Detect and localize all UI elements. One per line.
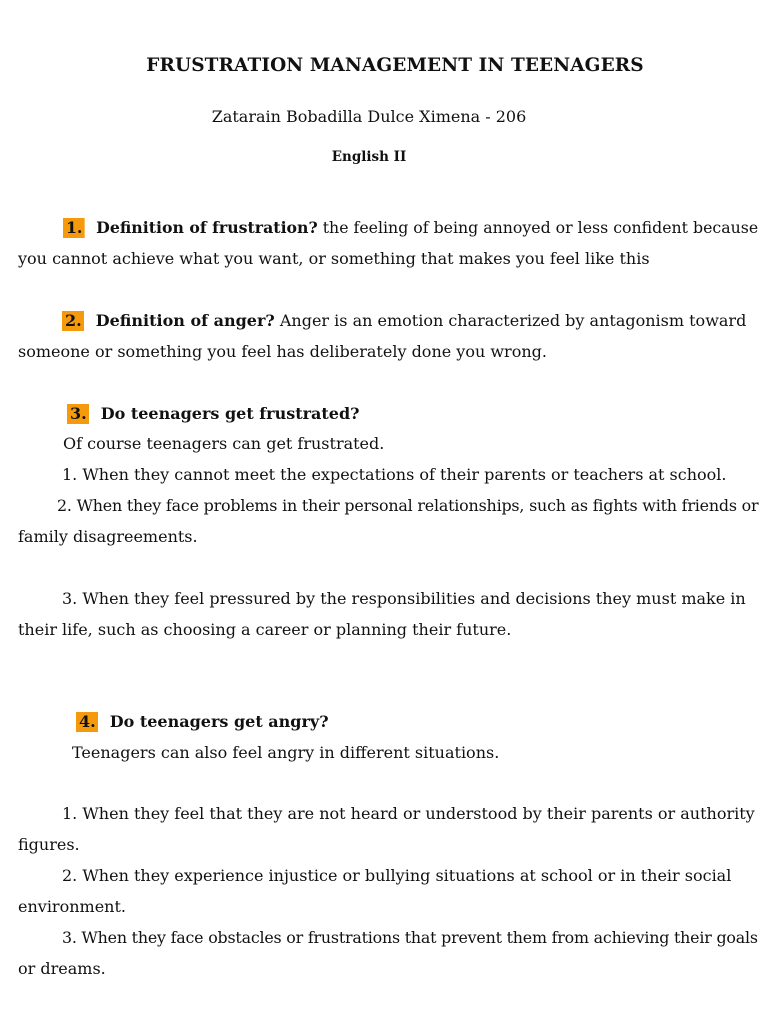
section-1-question: Definition of frustration? [96, 218, 318, 237]
section-3-item-2-cont: family disagreements. [18, 527, 198, 546]
section-3-heading-line [67, 404, 360, 424]
section-2-number: 2. [62, 311, 84, 331]
section-4-item-2-cont: environment. [18, 897, 126, 916]
section-4-question: Do teenagers get angry? [109, 712, 329, 731]
section-3-intro: Of course teenagers can get frustrated. [63, 434, 385, 453]
section-4-item-1-cont: figures. [18, 835, 80, 854]
section-2-question: Definition of anger? [95, 311, 275, 330]
section-3-number: 3. [67, 404, 89, 424]
section-3-question: Do teenagers get frustrated? [100, 404, 360, 423]
section-3-item-1: 1. When they cannot meet the expectations of their parents or teachers at school. [62, 465, 727, 484]
document-title: FRUSTRATION MANAGEMENT IN TEENAGERS [146, 55, 644, 76]
section-4-item-3-cont: or dreams. [18, 959, 106, 978]
section-1-answer-cont: you cannot achieve what you want, or something that makes you feel like this [18, 249, 650, 268]
section-1-heading-line [63, 218, 758, 238]
section-4-item-1: 1. When they feel that they are not heard or understood by their parents or authority [62, 804, 755, 823]
section-1-number: 1. [63, 218, 84, 238]
section-4-heading-line [76, 712, 329, 732]
section-3-item-3: 3. When they feel pressured by the responsibilities and decisions they must make in [62, 589, 746, 608]
section-2-answer-start: Anger is an emotion characterized by antagonism toward [279, 311, 747, 330]
section-3-item-3-cont: their life, such as choosing a career or planning their future. [18, 620, 512, 639]
author-line: Zatarain Bobadilla Dulce Ximena - 206 [211, 107, 527, 126]
section-4-item-3: 3. When they face obstacles or frustrations that prevent them from achieving their goals [62, 928, 758, 947]
section-3-item-2: 2. When they face problems in their personal relationships, such as fights with friends or [57, 496, 759, 515]
section-4-intro: Teenagers can also feel angry in different situations. [72, 743, 500, 762]
course-line: English II [331, 149, 407, 165]
section-4-item-2: 2. When they experience injustice or bullying situations at school or in their social [62, 866, 732, 885]
section-2-answer-cont: someone or something you feel has deliberately done you wrong. [18, 342, 547, 361]
section-2-heading-line [62, 311, 746, 331]
section-4-number: 4. [76, 712, 98, 732]
section-1-answer-start: the feeling of being annoyed or less confident because [322, 218, 759, 237]
